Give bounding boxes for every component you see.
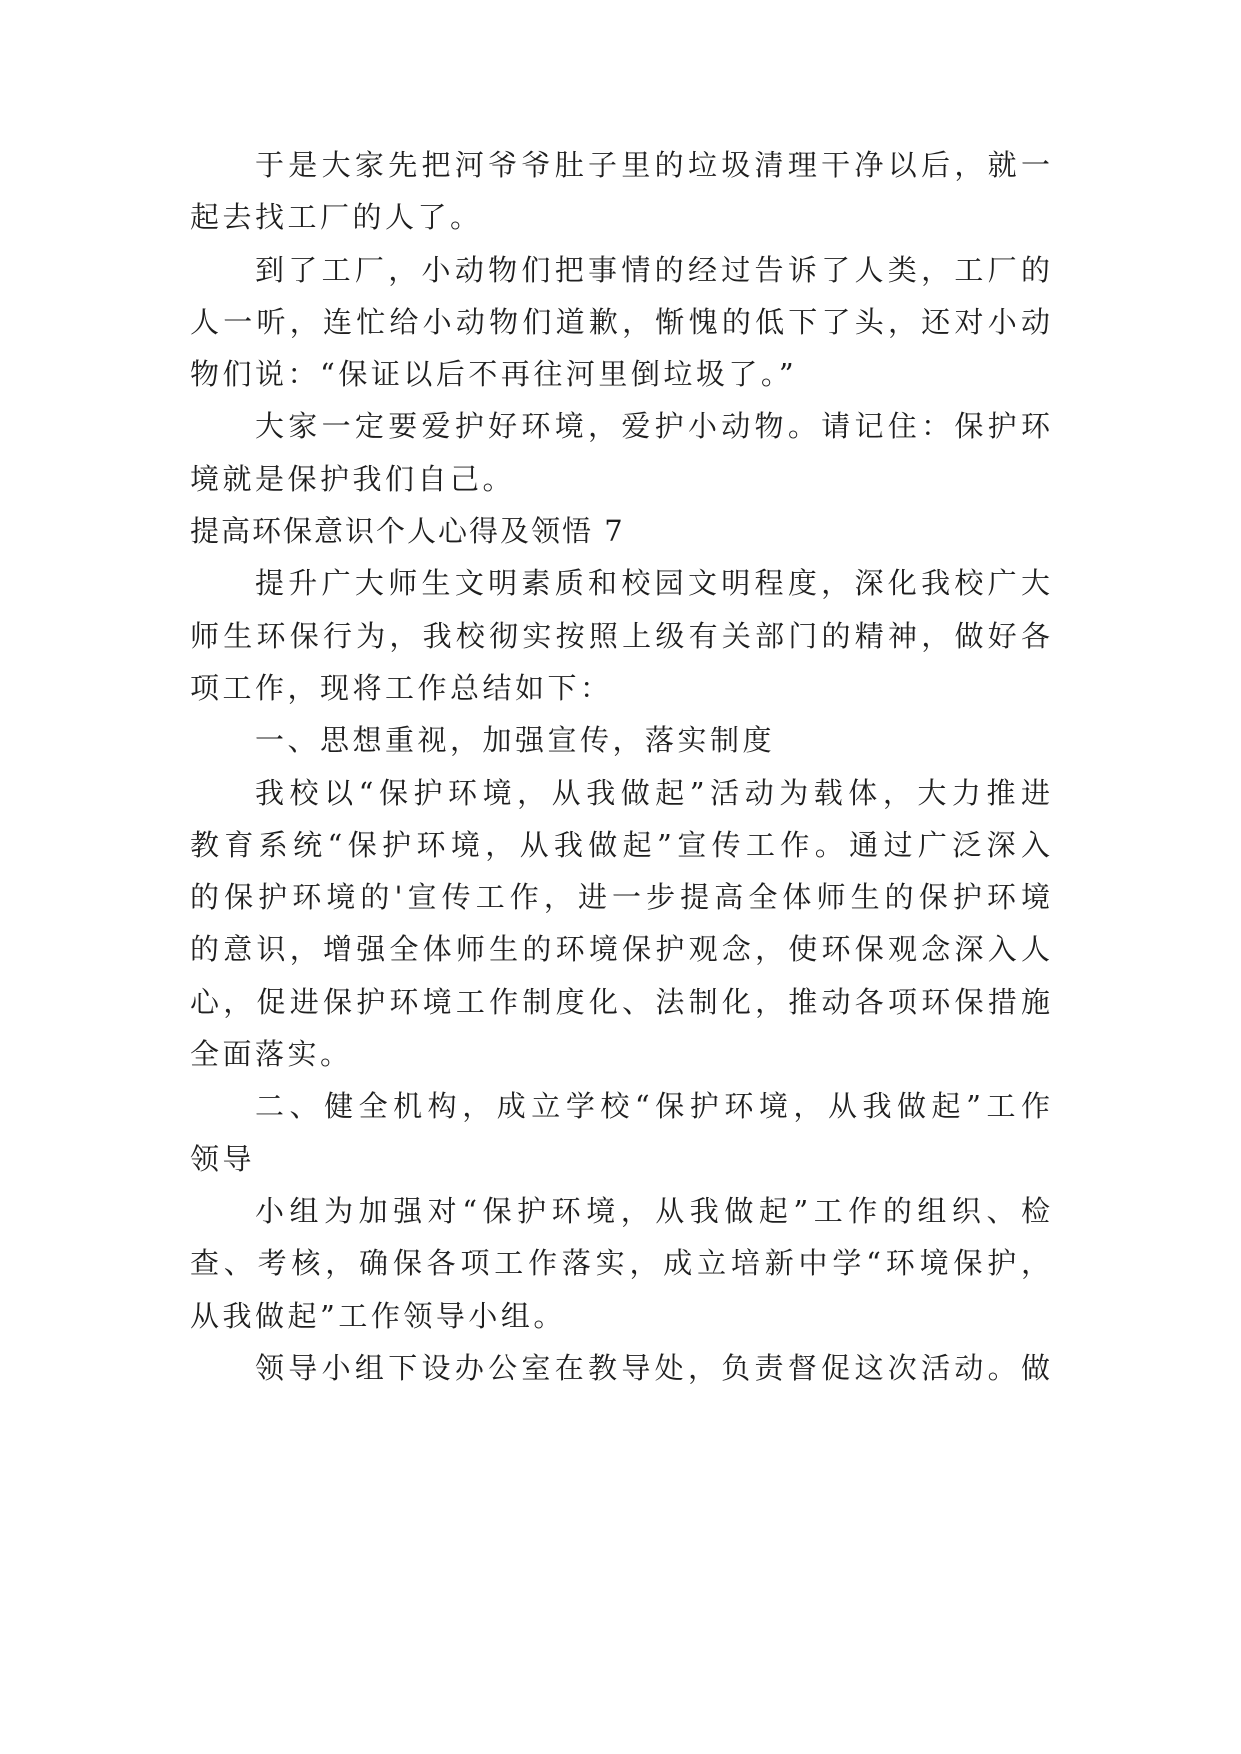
- text-line: 从我做起”工作领导小组。: [190, 1298, 566, 1333]
- text-line: 查、考核，确保各项工作落实，成立培新中学“环境保护，: [190, 1246, 1052, 1281]
- text-line: 大家一定要爱护好环境，爱护小动物。请记住：保护环: [255, 409, 1052, 444]
- text-line: 全面落实。: [190, 1037, 353, 1072]
- paragraph: [190, 139, 1052, 244]
- subheading-line: 一、思想重视，加强宣传，落实制度: [255, 723, 776, 758]
- paragraph: [190, 714, 1052, 766]
- text-line: 的保护环境的'宣传工作，进一步提高全体师生的保护环境: [190, 880, 1052, 915]
- subheading-line: 领导: [190, 1141, 256, 1176]
- text-line: 提升广大师生文明素质和校园文明程度，深化我校广大: [255, 566, 1052, 601]
- text-line: 的意识，增强全体师生的环境保护观念，使环保观念深入人: [190, 932, 1052, 967]
- text-line: 起去找工厂的人了。: [190, 200, 483, 235]
- paragraph: [190, 244, 1052, 401]
- paragraph: [190, 1342, 1052, 1394]
- text-line: 到了工厂，小动物们把事情的经过告诉了人类，工厂的: [255, 252, 1052, 287]
- document-page: [190, 139, 1052, 1394]
- subheading-line: 二、健全机构，成立学校“保护环境，从我做起”工作: [255, 1089, 1052, 1124]
- paragraph: [190, 557, 1052, 714]
- paragraph: [190, 767, 1052, 1081]
- text-line: 教育系统“保护环境，从我做起”宣传工作。通过广泛深入: [190, 827, 1052, 862]
- paragraph: [190, 400, 1052, 505]
- text-line: 项工作，现将工作总结如下：: [190, 670, 613, 705]
- paragraph: [190, 1080, 1052, 1185]
- text-line: 我校以“保护环境，从我做起”活动为载体，大力推进: [255, 775, 1052, 810]
- text-line: 小组为加强对“保护环境，从我做起”工作的组织、检: [255, 1193, 1052, 1228]
- text-line: 心，促进保护环境工作制度化、法制化，推动各项环保措施: [190, 984, 1052, 1019]
- paragraph: [190, 1185, 1052, 1342]
- text-line: 境就是保护我们自己。: [190, 461, 516, 496]
- text-line: 物们说：“保证以后不再往河里倒垃圾了。”: [190, 357, 798, 392]
- text-line: 领导小组下设办公室在教导处，负责督促这次活动。做: [255, 1350, 1052, 1385]
- text-line: 于是大家先把河爷爷肚子里的垃圾清理干净以后，就一: [255, 148, 1052, 182]
- text-line: 人一听，连忙给小动物们道歉，惭愧的低下了头，还对小动: [190, 304, 1052, 339]
- text-line: 师生环保行为，我校彻实按照上级有关部门的精神，做好各: [190, 618, 1052, 653]
- section-heading: 提高环保意识个人心得及领悟 7: [190, 514, 625, 549]
